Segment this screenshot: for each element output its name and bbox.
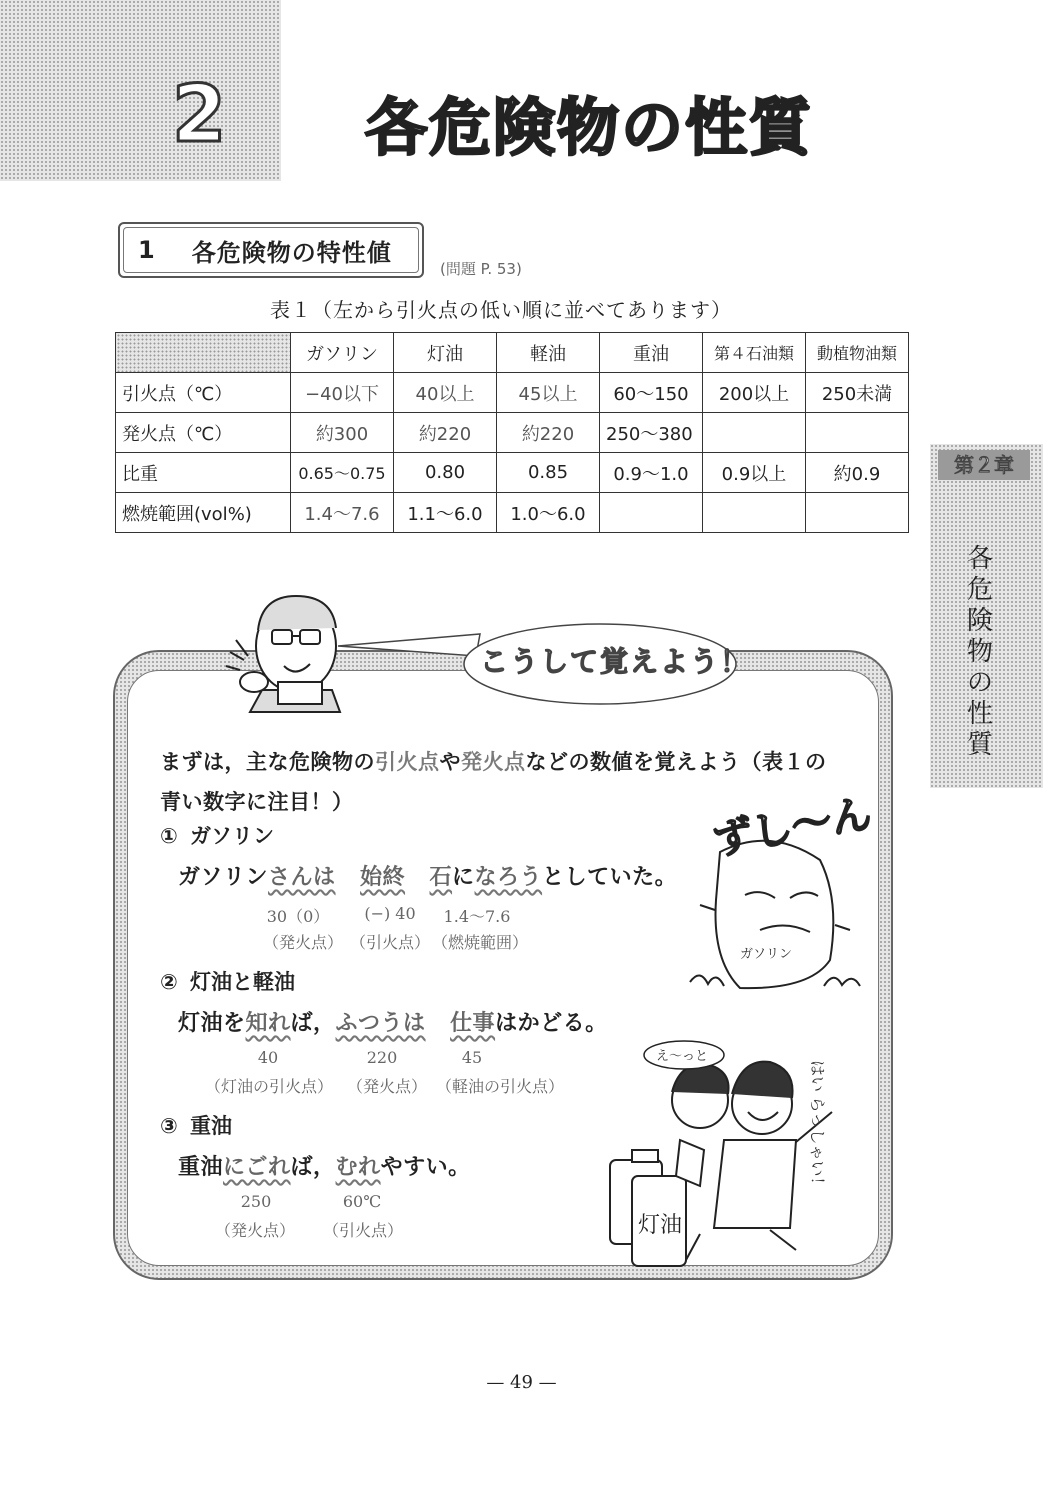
mnemonic-key: さんは [268, 865, 336, 890]
mnemonic-key: 仕事 [450, 1011, 496, 1036]
item-marker: ③ [160, 1114, 178, 1138]
mnemonic-key: ふつうは [335, 1011, 426, 1036]
intro-text: などの数値を覚えよう（表１の [525, 750, 827, 774]
header-light-oil: 軽油 [497, 333, 600, 373]
mnemonic-heavy-oil [178, 1150, 471, 1181]
item-marker: ① [160, 824, 178, 848]
annotation-label: （発火点） [346, 1077, 427, 1096]
annotation-value: 40 [257, 1048, 279, 1067]
table-cell: 約0.9 [806, 453, 909, 493]
side-tab-char: の [966, 668, 993, 698]
intro-highlight-ignition-point: 発火点 [461, 750, 526, 774]
item-heading: ガソリン [190, 824, 274, 848]
problem-reference: (問題 P. 53) [440, 260, 522, 278]
mnemonic-text: に [452, 865, 475, 890]
table-cell: 45以上 [497, 373, 600, 413]
rock-label: ガソリン [740, 946, 793, 961]
intro-highlight-flash-point: 引火点 [375, 750, 440, 774]
mnemonic-text: はかどる。 [495, 1011, 608, 1036]
table-cell: 200以上 [703, 373, 806, 413]
table-cell: 0.80 [394, 453, 497, 493]
memo-title: こうして覚えよう！ [480, 645, 751, 678]
annotation-value: 220 [366, 1048, 398, 1067]
intro-text: まずは，主な危険物の [160, 750, 375, 774]
intro-text: 青い数字に注目！） [160, 790, 354, 814]
side-tab-char: 性 [966, 699, 993, 729]
teacher-illustration [226, 596, 340, 712]
side-tab-label: 第２章 [938, 450, 1030, 480]
header-animal-plant-oil: 動植物油類 [806, 333, 909, 373]
table-cell: 250〜380 [600, 413, 703, 453]
mnemonic-key: にごれ [223, 1155, 291, 1180]
annotation-label: （発火点） [262, 933, 343, 952]
item-kerosene-heading [160, 966, 295, 996]
rock-illustration [690, 841, 860, 988]
header-kerosene: 灯油 [394, 333, 497, 373]
mnemonic-text: ば， [290, 1011, 336, 1036]
header-gasoline: ガソリン [291, 333, 394, 373]
mnemonic-text: ば， [290, 1155, 336, 1180]
table-cell: 0.85 [497, 453, 600, 493]
mnemonic-key: 石 [429, 865, 453, 890]
row-label: 引火点（℃） [116, 373, 291, 413]
boy-sound-effect: え〜っと [656, 1048, 709, 1063]
header-heavy-oil: 重油 [600, 333, 703, 373]
table-cell: 0.65〜0.75 [291, 453, 394, 493]
mnemonic-key: 知れ [245, 1011, 291, 1036]
item-heading: 灯油と軽油 [190, 970, 295, 994]
table-cell: 0.9〜1.0 [600, 453, 703, 493]
mnemonic-gasoline [178, 860, 677, 891]
chapter-title: 各危険物の性質 [365, 91, 814, 164]
can-label: 灯油 [638, 1213, 683, 1238]
annotation-value: 250 [240, 1192, 272, 1211]
mnemonic-text: ガソリン [178, 865, 269, 890]
annotation-label: （燃焼範囲） [431, 933, 528, 952]
mnemonic-key: なろう [474, 865, 543, 890]
annotation-label: （軽油の引火点） [435, 1077, 564, 1096]
annotation-label: （引火点） [349, 933, 430, 952]
header-class4-oil: 第４石油類 [703, 333, 806, 373]
table-cell: 1.0〜6.0 [497, 493, 600, 533]
table-cell: 1.4〜7.6 [291, 493, 394, 533]
intro-text: や [439, 750, 461, 774]
table-cell: 約220 [394, 413, 497, 453]
section-title: 各危険物の特性値 [191, 238, 392, 267]
side-tab-char: 物 [966, 637, 993, 667]
annotation-label: （引火点） [322, 1221, 403, 1240]
row-label: 比重 [116, 453, 291, 493]
mnemonic-text: やすい。 [380, 1155, 471, 1180]
row-label: 発火点（℃） [116, 413, 291, 453]
memo-intro [160, 742, 880, 822]
boy-speech-bubble [644, 1041, 724, 1069]
table-cell: −40以下 [291, 373, 394, 413]
table-cell: 約300 [291, 413, 394, 453]
mnemonic-key: 始終 [360, 865, 406, 890]
table-caption: 表１（左から引火点の低い順に並べてあります） [270, 298, 732, 322]
chapter-number: 2 [172, 70, 225, 160]
side-tab-char: 険 [966, 606, 993, 636]
item-gasoline-heading [160, 820, 274, 850]
mnemonic-kerosene [178, 1006, 608, 1037]
section-number: 1 [138, 236, 156, 264]
mnemonic-text: 重油 [178, 1155, 224, 1180]
man-sound-effect: はい らっしゃい！ [808, 1060, 825, 1193]
mnemonic-text: としていた。 [542, 865, 678, 890]
annotation-value: (−) 40 [364, 904, 416, 923]
annotation-value: 1.4〜7.6 [443, 907, 511, 926]
table-cell: 約220 [497, 413, 600, 453]
annotation-label: （灯油の引火点） [204, 1077, 333, 1096]
annotation-value: 45 [461, 1048, 483, 1067]
side-tab-char: 危 [966, 575, 993, 605]
table-cell: 1.1〜6.0 [394, 493, 497, 533]
annotation-label: （発火点） [214, 1221, 295, 1240]
table-cell: 40以上 [394, 373, 497, 413]
table-cell: 0.9以上 [703, 453, 806, 493]
side-tab-char: 各 [966, 544, 993, 574]
mnemonic-key: むれ [335, 1155, 381, 1180]
item-heading: 重油 [190, 1114, 232, 1138]
item-marker: ② [160, 970, 178, 994]
page-number: — 49 — [486, 1372, 557, 1393]
mnemonic-text: 灯油を [178, 1011, 246, 1036]
table-cell: 60〜150 [600, 373, 703, 413]
row-label: 燃焼範囲(vol%) [116, 493, 291, 533]
side-tab-char: 質 [966, 730, 993, 760]
item-heavy-oil-heading [160, 1110, 232, 1140]
annotation-value: 60℃ [342, 1192, 382, 1211]
annotation-value: 30（0） [266, 907, 330, 926]
rock-sound-effect: ずし〜ん [709, 790, 875, 864]
table-cell: 250未満 [806, 373, 909, 413]
